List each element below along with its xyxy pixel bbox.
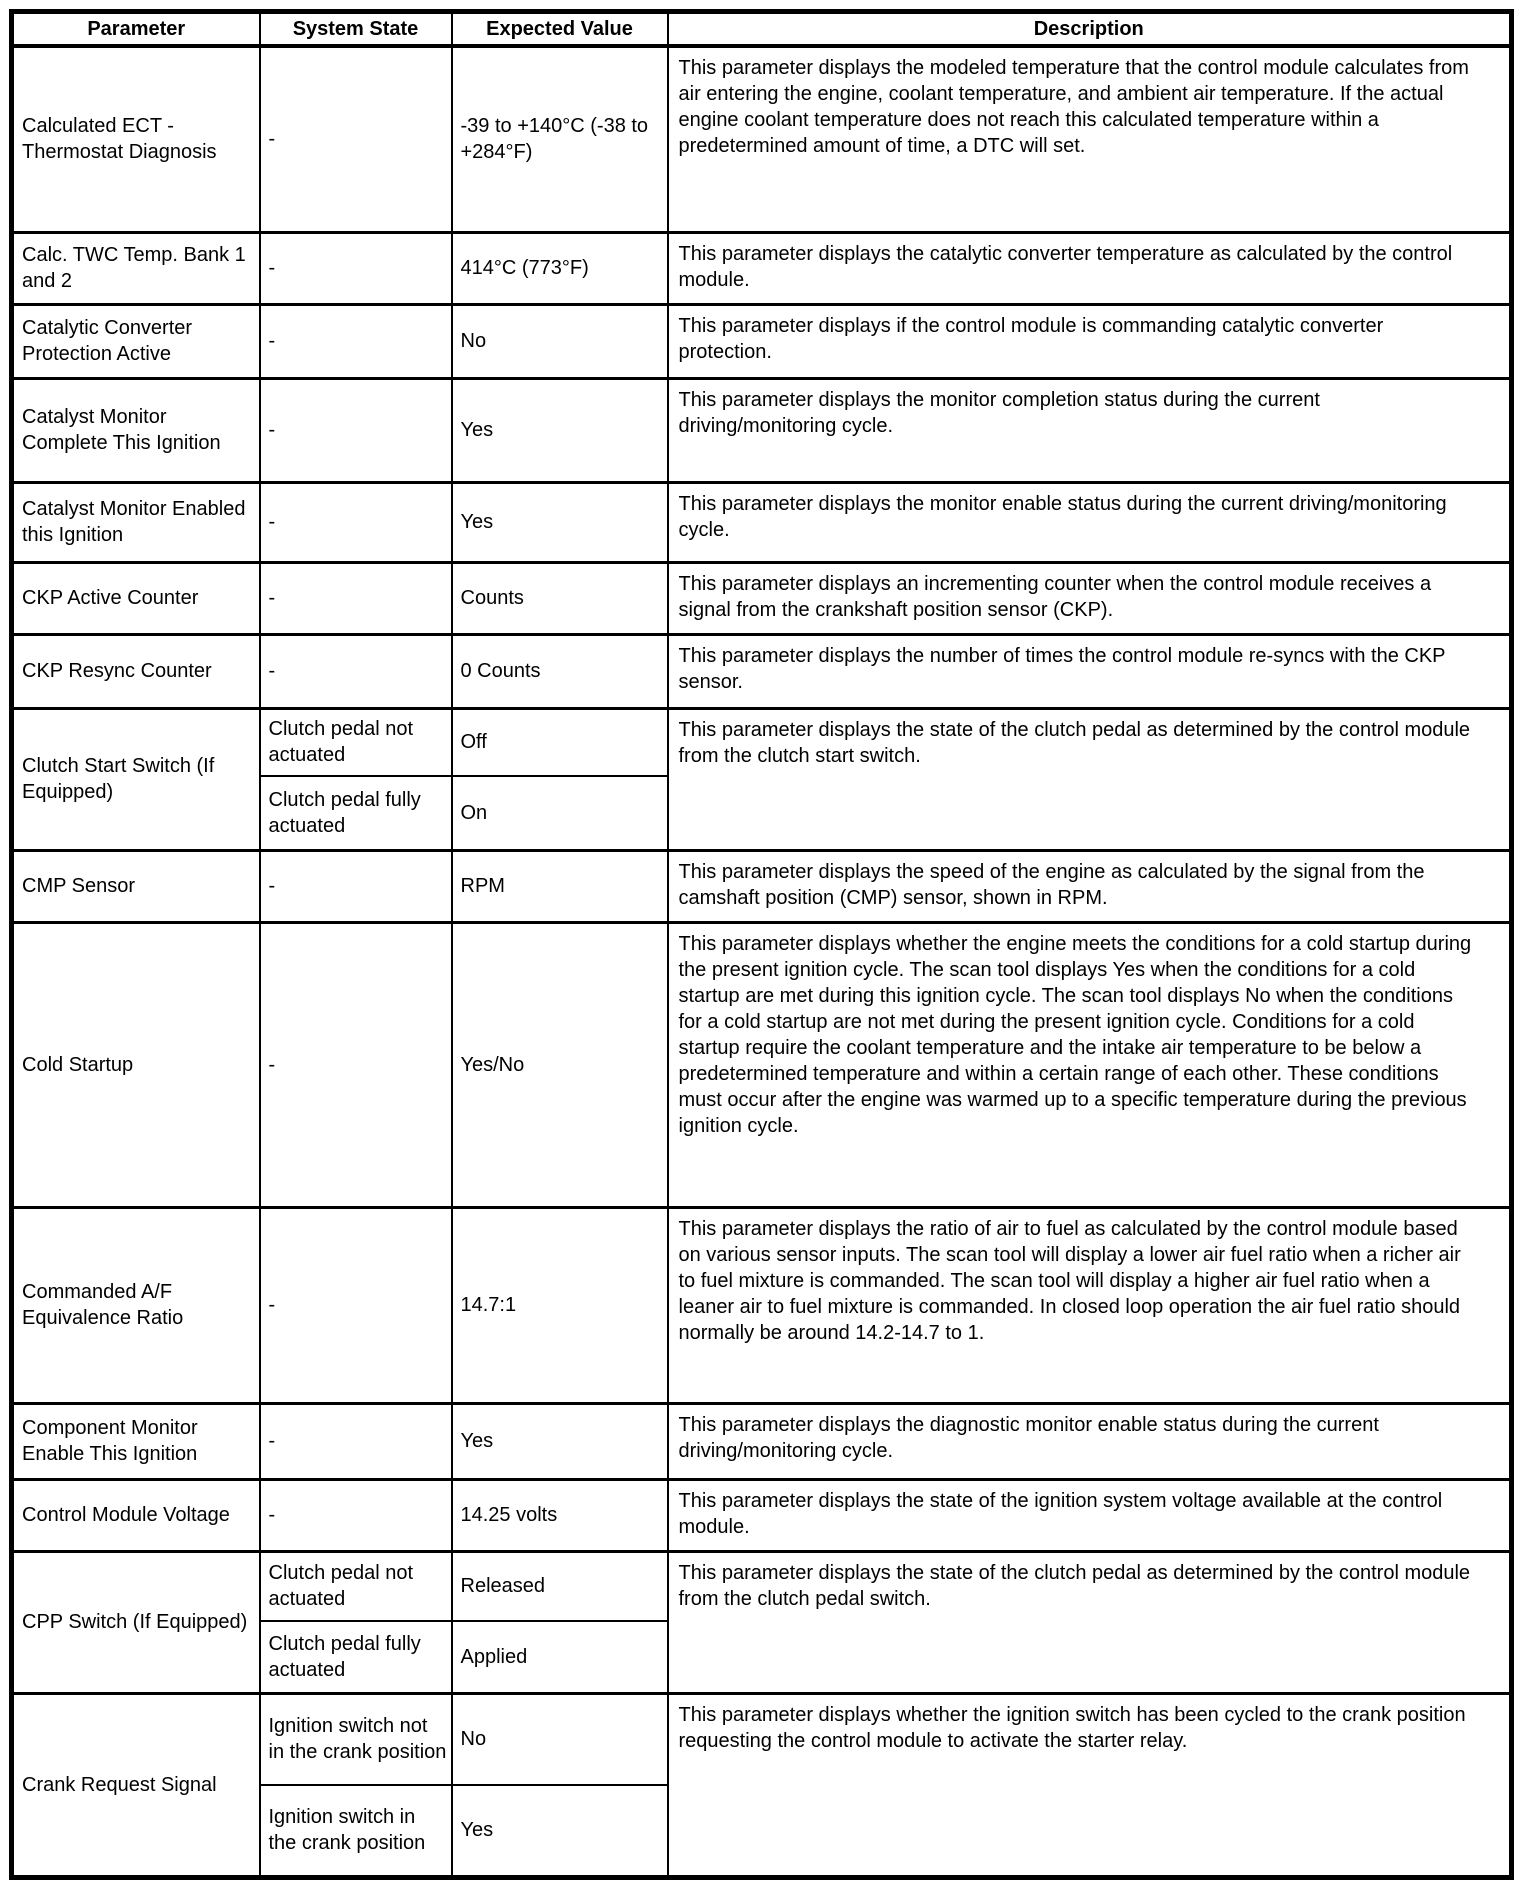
- expected-value-cell: Yes: [452, 1403, 668, 1479]
- expected-value-cell: Yes: [452, 378, 668, 482]
- parameter-cell: Calc. TWC Temp. Bank 1 and 2: [12, 232, 260, 304]
- description-cell: This parameter displays the state of the clutch pedal as determined by the control module from the clutch pedal switch.: [668, 1551, 1512, 1693]
- parameter-cell: Clutch Start Switch (If Equipped): [12, 708, 260, 850]
- parameter-cell: CKP Resync Counter: [12, 634, 260, 708]
- row-ckp-resync-counter: [12, 634, 1512, 708]
- system-state-cell: Clutch pedal not actuated: [260, 1551, 452, 1621]
- description-cell: This parameter displays the speed of the engine as calculated by the signal from the camshaft position (CMP) sensor, shown in RPM.: [668, 850, 1512, 922]
- system-state-cell: -: [260, 634, 452, 708]
- parameter-cell: CKP Active Counter: [12, 562, 260, 634]
- description-cell: This parameter displays the monitor enable status during the current driving/monitoring cycle.: [668, 482, 1512, 562]
- parameter-cell: CMP Sensor: [12, 850, 260, 922]
- system-state-cell: -: [260, 1403, 452, 1479]
- description-cell: This parameter displays the state of the ignition system voltage available at the control module.: [668, 1479, 1512, 1551]
- parameter-cell: CPP Switch (If Equipped): [12, 1551, 260, 1693]
- expected-value-cell: RPM: [452, 850, 668, 922]
- parameter-cell: Crank Request Signal: [12, 1693, 260, 1877]
- column-header-description: Description: [668, 12, 1512, 47]
- parameter-description-table: [9, 9, 1514, 1880]
- column-header-expected-value: Expected Value: [452, 12, 668, 47]
- expected-value-cell: 414°C (773°F): [452, 232, 668, 304]
- expected-value-cell: Yes/No: [452, 922, 668, 1207]
- row-commanded-af-equivalence-ratio: [12, 1207, 1512, 1403]
- system-state-cell: Ignition switch not in the crank position: [260, 1693, 452, 1785]
- row-catalyst-monitor-enabled-this-ignition: [12, 482, 1512, 562]
- expected-value-cell: On: [452, 776, 668, 850]
- header-row: [12, 12, 1512, 47]
- description-cell: This parameter displays if the control module is commanding catalytic converter protection.: [668, 304, 1512, 378]
- system-state-cell: -: [260, 1479, 452, 1551]
- description-cell: This parameter displays the ratio of air to fuel as calculated by the control module based on various sensor inputs. The scan tool will display a lower air fuel ratio when a richer air to fuel mixture is commanded. The scan tool will display a higher air fuel ratio when a leaner air to fuel mixture is commanded. In closed loop operation the air fuel ratio should normally be around 14.2-14.7 to 1.: [668, 1207, 1512, 1403]
- system-state-cell: Clutch pedal fully actuated: [260, 1621, 452, 1693]
- parameter-cell: Catalyst Monitor Enabled this Ignition: [12, 482, 260, 562]
- description-cell: This parameter displays whether the engine meets the conditions for a cold startup during the present ignition cycle. The scan tool displays Yes when the conditions for a cold startup are met during this ignition cycle. The scan tool displays No when the conditions for a cold startup are not met during the present ignition cycle. Conditions for a cold startup require the coolant temperature and the intake air temperature to be below a predetermined temperature and within a certain range of each other. These conditions must occur after the engine was warmed up to a specific temperature during the previous ignition cycle.: [668, 922, 1512, 1207]
- parameter-cell: Catalytic Converter Protection Active: [12, 304, 260, 378]
- column-header-parameter: Parameter: [12, 12, 260, 47]
- parameter-cell: Control Module Voltage: [12, 1479, 260, 1551]
- system-state-cell: -: [260, 304, 452, 378]
- system-state-cell: Clutch pedal fully actuated: [260, 776, 452, 850]
- system-state-cell: -: [260, 378, 452, 482]
- parameter-cell: Commanded A/F Equivalence Ratio: [12, 1207, 260, 1403]
- row-ckp-active-counter: [12, 562, 1512, 634]
- system-state-cell: -: [260, 1207, 452, 1403]
- description-cell: This parameter displays the catalytic converter temperature as calculated by the control module.: [668, 232, 1512, 304]
- expected-value-cell: -39 to +140°C (-38 to +284°F): [452, 46, 668, 232]
- expected-value-cell: Counts: [452, 562, 668, 634]
- expected-value-cell: Yes: [452, 1785, 668, 1877]
- expected-value-cell: Off: [452, 708, 668, 776]
- expected-value-cell: Yes: [452, 482, 668, 562]
- system-state-cell: -: [260, 922, 452, 1207]
- system-state-cell: -: [260, 232, 452, 304]
- description-cell: This parameter displays the state of the clutch pedal as determined by the control module from the clutch start switch.: [668, 708, 1512, 850]
- system-state-cell: -: [260, 482, 452, 562]
- description-cell: This parameter displays whether the ignition switch has been cycled to the crank position requesting the control module to activate the starter relay.: [668, 1693, 1512, 1877]
- row-catalyst-monitor-complete-this-ignition: [12, 378, 1512, 482]
- system-state-cell: -: [260, 562, 452, 634]
- expected-value-cell: Released: [452, 1551, 668, 1621]
- column-header-system-state: System State: [260, 12, 452, 47]
- expected-value-cell: 14.25 volts: [452, 1479, 668, 1551]
- row-clutch-start-switch: [12, 708, 1512, 776]
- system-state-cell: -: [260, 46, 452, 232]
- expected-value-cell: 0 Counts: [452, 634, 668, 708]
- system-state-cell: -: [260, 850, 452, 922]
- expected-value-cell: Applied: [452, 1621, 668, 1693]
- parameter-cell: Catalyst Monitor Complete This Ignition: [12, 378, 260, 482]
- row-component-monitor-enable-this-ignition: [12, 1403, 1512, 1479]
- expected-value-cell: 14.7:1: [452, 1207, 668, 1403]
- expected-value-cell: No: [452, 1693, 668, 1785]
- description-cell: This parameter displays the diagnostic monitor enable status during the current driving/monitoring cycle.: [668, 1403, 1512, 1479]
- expected-value-cell: No: [452, 304, 668, 378]
- parameter-cell: Component Monitor Enable This Ignition: [12, 1403, 260, 1479]
- row-catalytic-converter-protection-active: [12, 304, 1512, 378]
- row-crank-request-signal: [12, 1693, 1512, 1785]
- system-state-cell: Clutch pedal not actuated: [260, 708, 452, 776]
- row-cpp-switch: [12, 1551, 1512, 1621]
- description-cell: This parameter displays the number of times the control module re-syncs with the CKP sensor.: [668, 634, 1512, 708]
- parameter-cell: Cold Startup: [12, 922, 260, 1207]
- description-cell: This parameter displays an incrementing counter when the control module receives a signal from the crankshaft position sensor (CKP).: [668, 562, 1512, 634]
- parameter-cell: Calculated ECT - Thermostat Diagnosis: [12, 46, 260, 232]
- description-cell: This parameter displays the monitor completion status during the current driving/monitoring cycle.: [668, 378, 1512, 482]
- system-state-cell: Ignition switch in the crank position: [260, 1785, 452, 1877]
- row-cold-startup: [12, 922, 1512, 1207]
- description-cell: This parameter displays the modeled temperature that the control module calculates from air entering the engine, coolant temperature, and ambient air temperature. If the actual engine coolant temperature does not reach this calculated temperature within a predetermined amount of time, a DTC will set.: [668, 46, 1512, 232]
- row-calc-twc-temp: [12, 232, 1512, 304]
- row-control-module-voltage: [12, 1479, 1512, 1551]
- row-calculated-ect-thermostat-diagnosis: [12, 46, 1512, 232]
- row-cmp-sensor: [12, 850, 1512, 922]
